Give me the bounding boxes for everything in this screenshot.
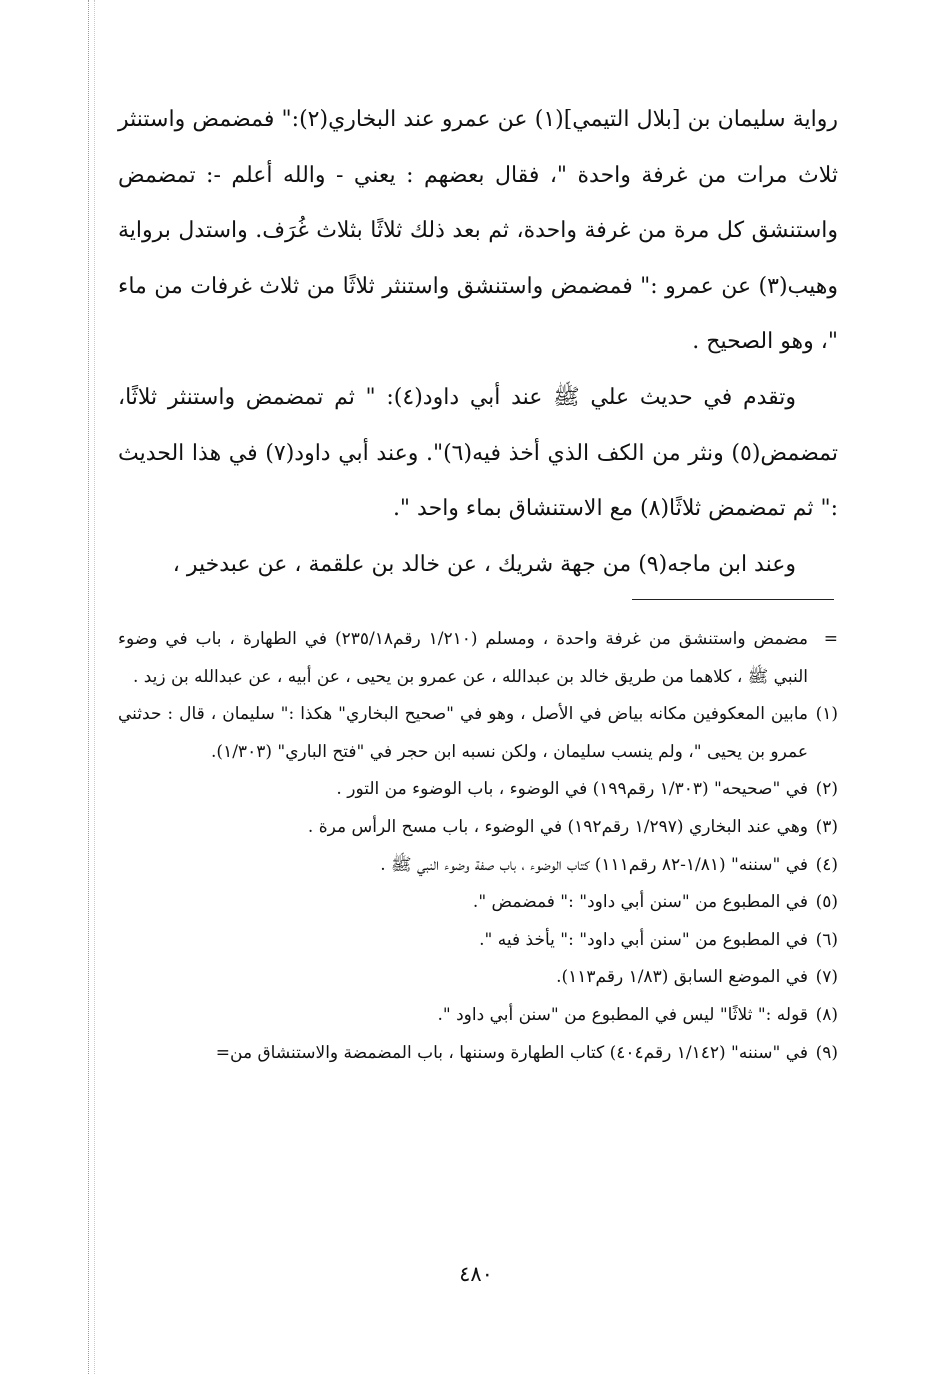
footnote bbox=[118, 1035, 838, 1073]
footnote-number: (٨) bbox=[815, 1004, 838, 1025]
footnote-text: وهي عند البخاري (١/٢٩٧ رقم١٩٢) في الوضوء ، باب مسح الرأس مرة . bbox=[307, 816, 808, 837]
footnote-text: في المطبوع من "سنن أبي داود" :" فمضمض ". bbox=[472, 892, 808, 913]
footnote-text: في "سننه" (١/٨١-٨٢ رقم١١١) كتاب الوضوء ، باب صفة وضوء النبي ﷺ . bbox=[380, 854, 808, 875]
paragraph: رواية سليمان بن [بلال التيمي](١) عن عمرو عند البخاري(٢):" فمضمض واستنثر ثلاث مرات من غرفة واحدة "، فقال بعضهم : يعني - والله أعلم -: تمضمض واستنشق كل مرة من غرفة واحدة، ثم بعد ذلك ثلاثًا بثلاث غُرَف. واستدل برواية وهيب(٣) عن عمرو :" فمضمض واستنشق واستنثر ثلاثًا من ثلاث غرفات من ماء "، وهو الصحيح . bbox=[118, 107, 839, 355]
footnote-separator bbox=[632, 599, 834, 600]
footnote bbox=[118, 847, 838, 885]
footnote-text: في الموضع السابق (١/٨٣ رقم١١٣). bbox=[556, 967, 808, 988]
footnote bbox=[118, 997, 838, 1035]
footnote-number: (٦) bbox=[815, 929, 838, 950]
paragraph: وتقدم في حديث علي ﷺ عند أبي داود(٤): " ثم تمضمض واستنثر ثلاثًا، تمضمض(٥) ونثر من الكف الذي أخذ فيه(٦)". وعند أبي داود(٧) في هذا الحديث :" ثم تمضمض ثلاثًا(٨) مع الاستنشاق بماء واحد ". bbox=[118, 384, 838, 522]
footnote-number: (٥) bbox=[815, 892, 838, 913]
footnote bbox=[118, 959, 838, 997]
footnote bbox=[118, 621, 838, 696]
footnote bbox=[118, 771, 838, 809]
scan-edge-line bbox=[94, 0, 96, 1374]
footnotes bbox=[118, 621, 838, 1072]
footnote-text: مابين المعكوفين مكانه بياض في الأصل ، وهو في "صحيح البخاري" هكذا :" سليمان ، قال : حدثني عمرو بن يحيى "، ولم ينسب سليمان ، ولكن نسبه ابن حجر في "فتح الباري" (١/٣٠٣). bbox=[118, 704, 808, 762]
footnote bbox=[118, 696, 838, 771]
footnote-number: (٩) bbox=[815, 1042, 838, 1063]
footnote-number: = bbox=[823, 629, 838, 649]
scan-edge-line bbox=[88, 0, 90, 1374]
footnote-text: في "سننه" (١/١٤٢ رقم٤٠٤) كتاب الطهارة وسننها ، باب المضمضة والاستنشاق من= bbox=[215, 1042, 808, 1063]
footnote-number: (٧) bbox=[815, 967, 838, 988]
footnote-number: (١) bbox=[815, 704, 838, 725]
footnote bbox=[118, 809, 838, 847]
footnote-number: (٤) bbox=[815, 854, 838, 875]
page-number: ٤٨٠ bbox=[459, 1262, 493, 1286]
footnote-text: قوله :" ثلاثًا" ليس في المطبوع من "سنن أبي داود ". bbox=[437, 1004, 808, 1025]
main-text bbox=[118, 92, 838, 592]
footnote-text: في "صحيحه" (١/٣٠٣ رقم١٩٩) في الوضوء ، باب الوضوء من التور . bbox=[336, 779, 808, 800]
footnote-number: (٢) bbox=[815, 779, 838, 800]
paragraph: وعند ابن ماجه(٩) من جهة شريك ، عن خالد بن علقمة ، عن عبدخير ، bbox=[172, 551, 796, 577]
footnote bbox=[118, 922, 838, 960]
footnote-text: في المطبوع من "سنن أبي داود" :" يأخذ فيه ". bbox=[479, 929, 808, 950]
footnote-number: (٣) bbox=[815, 816, 838, 837]
footnote bbox=[118, 884, 838, 922]
footnote-text: مضمض واستنشق من غرفة واحدة ، ومسلم (١/٢١٠ رقم٢٣٥/١٨) في الطهارة ، باب في وضوء النبي ﷺ ، كلاهما من طريق خالد بن عبدالله ، عن عمرو بن يحيى ، عن أبيه ، عن عبدالله بن زيد . bbox=[118, 629, 809, 687]
